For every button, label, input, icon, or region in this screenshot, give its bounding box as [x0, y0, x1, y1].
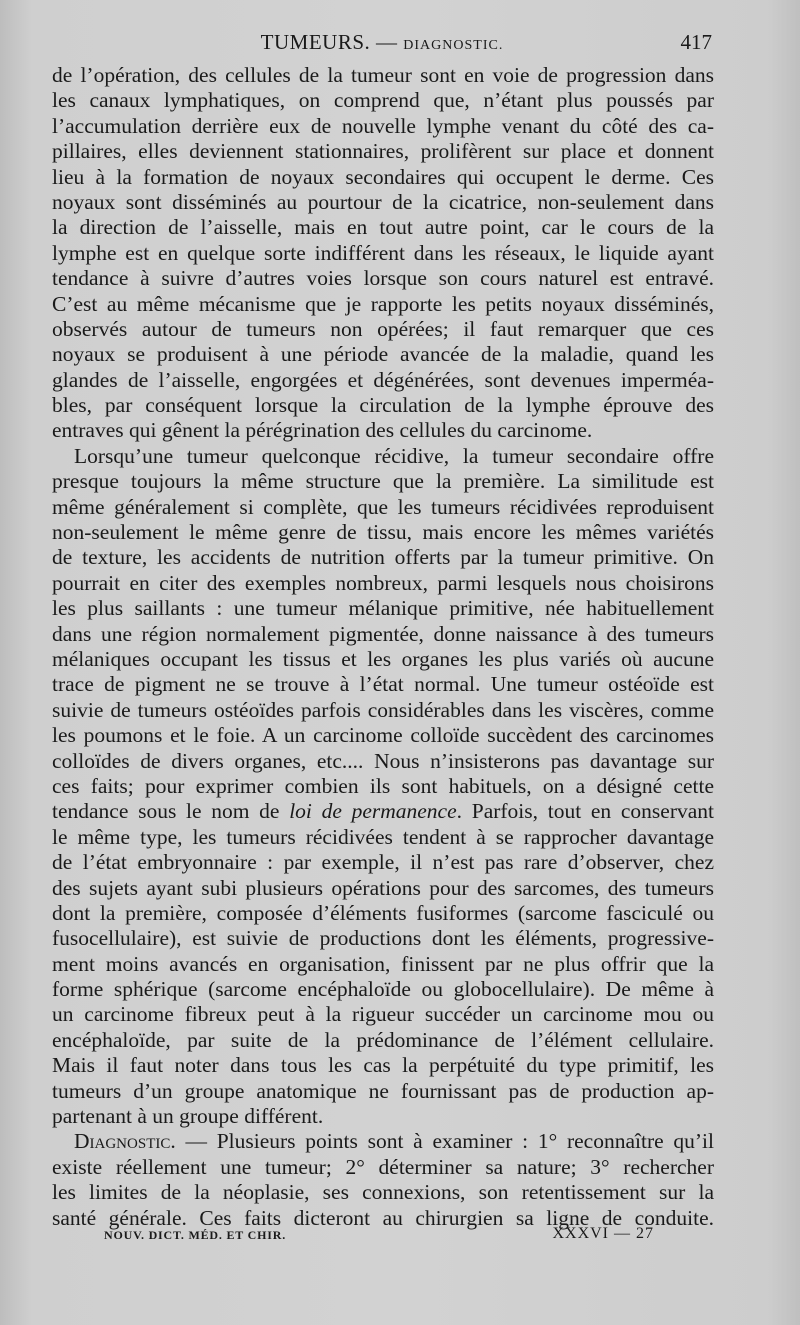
text-line: pourrait en citer des exemples nombreux, parmi lesquels nous choisirons: [52, 570, 714, 595]
text-line: de l’opération, des cellules de la tumeur sont en voie de progression dans: [52, 63, 714, 87]
italic-term: loi de permanence: [289, 799, 457, 824]
running-head-sub: DIAGNOSTIC.: [403, 38, 504, 53]
text-line: ces faits; pour exprimer combien ils sont habituels, on a désigné cette: [52, 773, 714, 798]
text-line: tumeurs d’un groupe anatomique ne fournissant pas de production ap-: [52, 1078, 714, 1103]
page-number: 417: [680, 30, 712, 54]
text-line: bles, par conséquent lorsque la circulation de la lymphe éprouve des: [52, 393, 714, 418]
text-line: dont la première, composée d’éléments fusiformes (sarcome fasciculé ou: [52, 900, 714, 925]
text-line: existe réellement une tumeur; 2° déterminer sa nature; 3° rechercher: [52, 1154, 714, 1179]
text-line: colloïdes de divers organes, etc.... Nous n’insisterons pas davantage sur: [52, 748, 714, 773]
text-line: noyaux sont disséminés au pourtour de la cicatrice, non-seulement dans: [52, 189, 714, 214]
text-line: pillaires, elles deviennent stationnaires, prolifèrent sur place et donnent: [52, 139, 714, 164]
text-line: même généralement si complète, que les tumeurs récidivées reproduisent: [52, 494, 714, 519]
body-text: [52, 63, 714, 1231]
text-line: fusocellulaire), est suivie de productions dont les éléments, progressive-: [52, 926, 714, 951]
text-line: forme sphérique (sarcome encéphaloïde ou globocellulaire). De même à: [52, 977, 714, 1002]
page-footer: [104, 1225, 654, 1248]
section-heading: Diagnostic.: [74, 1129, 176, 1154]
text-line: ment moins avancés en organisation, finissent par ne plus offrir que la: [52, 951, 714, 976]
text-line: Lorsqu’une tumeur quelconque récidive, la tumeur secondaire offre: [74, 443, 714, 468]
text-line: les poumons et le foie. A un carcinome colloïde succèdent des carcinomes: [52, 723, 714, 748]
running-head-title: [52, 30, 712, 55]
text-line: encéphaloïde, par suite de la prédominance de l’élément cellulaire.: [52, 1027, 714, 1052]
text-line: l’accumulation derrière eux de nouvelle lymphe venant du côté des ca-: [52, 113, 714, 138]
footer-signature-right: XXXVI — 27: [552, 1225, 654, 1242]
text-line: le même type, les tumeurs récidivées tendent à se rapprocher davantage: [52, 824, 714, 849]
text-line: observés autour de tumeurs non opérées; il faut remarquer que ces: [52, 316, 714, 341]
text-line: C’est au même mécanisme que je rapporte les petits noyaux disséminés,: [52, 291, 714, 316]
text-line: santé générale. Ces faits dicteront au chirurgien sa ligne de conduite.: [52, 1205, 714, 1230]
text-line: noyaux se produisent à une période avancée de la maladie, quand les: [52, 342, 714, 367]
text-line: Diagnostic. — Plusieurs points sont à examiner : 1° reconnaître qu’il: [74, 1129, 714, 1154]
text-line: un carcinome fibreux peut à la rigueur succéder un carcinome mou ou: [52, 1002, 714, 1027]
text-line: la direction de l’aisselle, mais en tout autre point, car le cours de la: [52, 215, 714, 240]
text-line: dans une région normalement pigmentée, donne naissance à des tumeurs: [52, 621, 714, 646]
text-line: entraves qui gênent la pérégrination des cellules du carcinome.: [52, 418, 593, 443]
running-head: [52, 30, 712, 56]
footer-signature-left: NOUV. DICT. MÉD. ET CHIR.: [104, 1228, 287, 1242]
text-line: les plus saillants : une tumeur mélanique primitive, née habituellement: [52, 596, 714, 621]
text-line: glandes de l’aisselle, engorgées et dégénérées, sont devenues imperméa-: [52, 367, 714, 392]
text-line: de l’état embryonnaire : par exemple, il n’est pas rare d’observer, chez: [52, 850, 714, 875]
text-line: suivie de tumeurs ostéoïdes parfois considérables dans les viscères, comme: [52, 697, 714, 722]
text-line: les canaux lymphatiques, on comprend que, n’étant plus poussés par: [52, 88, 714, 113]
text-line: non-seulement le même genre de tissu, mais encore les mêmes variétés: [52, 520, 714, 545]
text-line: lieu à la formation de noyaux secondaires qui occupent le derme. Ces: [52, 164, 714, 189]
text-line: trace de pigment ne se trouve à l’état normal. Une tumeur ostéoïde est: [52, 672, 714, 697]
text-line: les limites de la néoplasie, ses connexions, son retentissement sur la: [52, 1180, 714, 1205]
text-line: des sujets ayant subi plusieurs opérations pour des sarcomes, des tumeurs: [52, 875, 714, 900]
text-line: mélaniques occupant les tissus et les organes les plus variés où aucune: [52, 646, 714, 671]
text-line: Mais il faut noter dans tous les cas la perpétuité du type primitif, les: [52, 1053, 714, 1078]
running-head-main: TUMEURS. —: [260, 30, 398, 54]
text-line: tendance à suivre d’autres voies lorsque son cours naturel est entravé.: [52, 266, 714, 291]
text-line: tendance sous le nom de loi de permanence. Parfois, tout en conservant: [52, 799, 714, 824]
text-line: partenant à un groupe différent.: [52, 1104, 324, 1129]
text-line: lymphe est en quelque sorte indifférent dans les réseaux, le liquide ayant: [52, 240, 714, 265]
text-line: presque toujours la même structure que la première. La similitude est: [52, 469, 714, 494]
text-line: de texture, les accidents de nutrition offerts par la tumeur primitive. On: [52, 545, 714, 570]
